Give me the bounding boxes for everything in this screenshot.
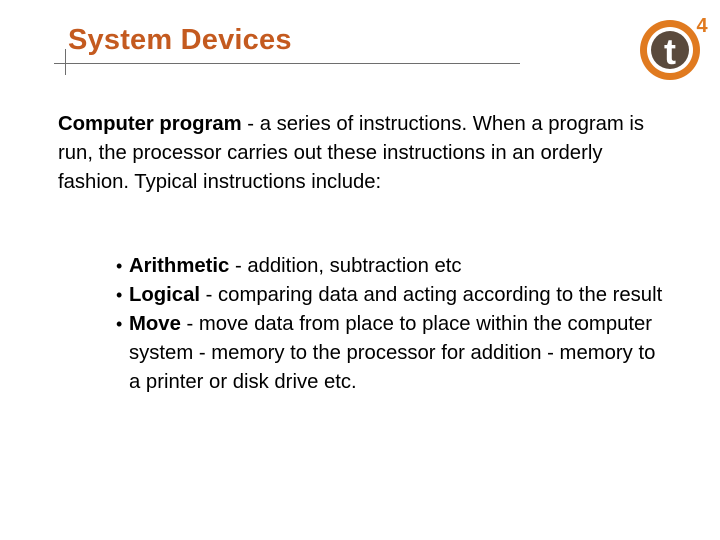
bullet-term: Logical: [129, 284, 200, 306]
bullet-term: Arithmetic: [129, 255, 230, 277]
bullet-term: Move: [129, 313, 181, 335]
bullet-dot: •: [116, 314, 123, 334]
bullet-list: [0, 252, 720, 397]
bullet-item-move: [0, 310, 720, 397]
bullet-item-logical: [0, 281, 720, 310]
logo-superscript: 4: [696, 15, 708, 37]
bullet-text: - move data from place to place within the computer system - memory to the processor for addition - memory to a printer or disk drive etc.: [129, 313, 656, 393]
bullet-text: - addition, subtraction etc: [229, 255, 462, 277]
intro-term: Computer program: [58, 113, 242, 135]
logo-letter: t: [664, 31, 676, 72]
slide-title: System Devices: [68, 24, 292, 56]
title-crosshair-mark: [65, 49, 66, 75]
bullet-item-arithmetic: [0, 252, 720, 281]
bullet-text: - comparing data and acting according to the result: [200, 284, 663, 306]
t4-logo-icon: [634, 6, 714, 86]
bullet-dot: •: [116, 285, 123, 305]
bullet-dot: •: [116, 256, 123, 276]
intro-paragraph: [58, 110, 668, 197]
title-underline: [54, 63, 520, 64]
intro-text: - a series of instructions. When a program is run, the processor carries out these instructions in an orderly fashion. Typical instructions include:: [58, 113, 645, 193]
